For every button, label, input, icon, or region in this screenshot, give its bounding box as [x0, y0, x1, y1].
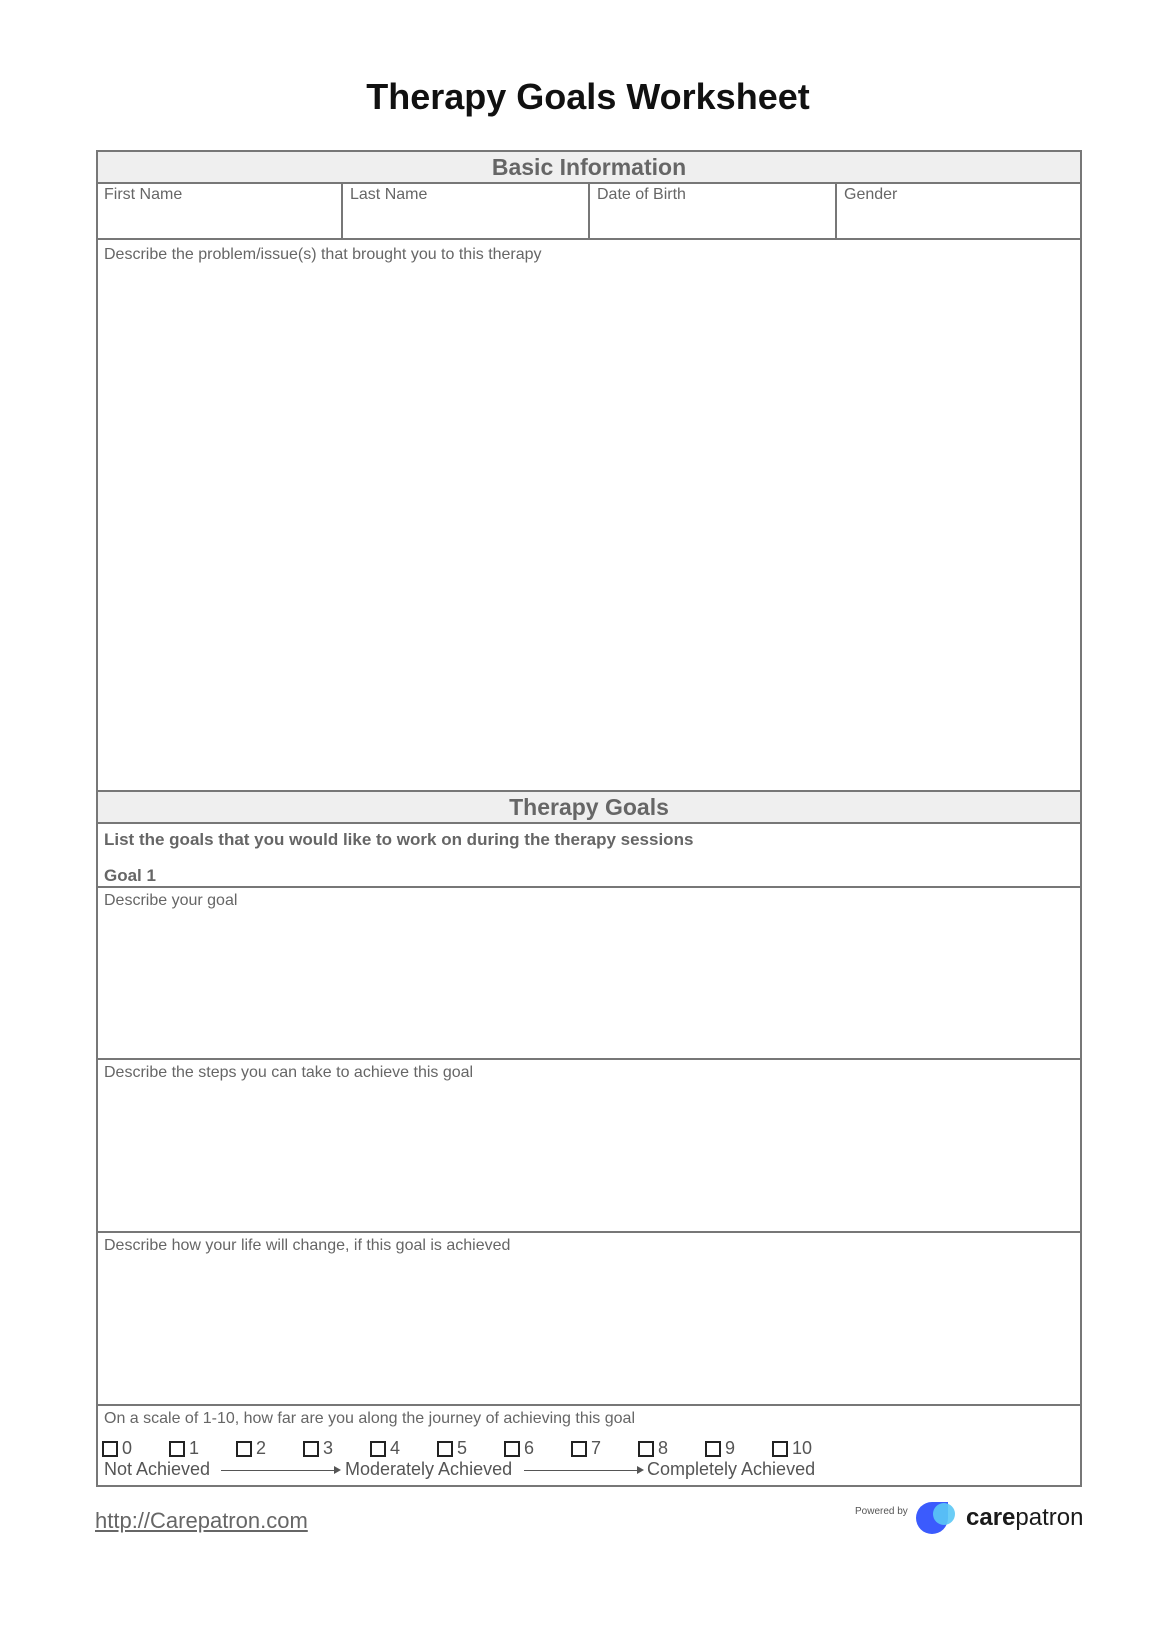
date-of-birth-field[interactable]: Date of Birth [597, 186, 686, 203]
legend-moderately-achieved: Moderately Achieved [345, 1459, 513, 1479]
scale-option-7[interactable]: 7 [571, 1438, 601, 1459]
divider [98, 238, 1080, 240]
carepatron-link[interactable]: http://Carepatron.com [95, 1508, 308, 1533]
scale-option-5[interactable]: 5 [437, 1438, 467, 1459]
checkbox[interactable] [236, 1441, 252, 1457]
scale-option-1[interactable]: 1 [169, 1438, 199, 1459]
divider [98, 886, 1080, 888]
describe-change-field[interactable]: Describe how your life will change, if this goal is achieved [104, 1237, 511, 1254]
scale-option-3[interactable]: 3 [303, 1438, 333, 1459]
scale-option-0[interactable]: 0 [102, 1438, 132, 1459]
scale-option-2[interactable]: 2 [236, 1438, 266, 1459]
divider [98, 1404, 1080, 1406]
scale-option-6[interactable]: 6 [504, 1438, 534, 1459]
describe-steps-field[interactable]: Describe the steps you can take to achieve this goal [104, 1064, 474, 1081]
scale-option-9[interactable]: 9 [705, 1438, 735, 1459]
checkbox[interactable] [102, 1441, 118, 1457]
checkbox[interactable] [437, 1441, 453, 1457]
therapy-goals-header: Therapy Goals [98, 792, 1080, 824]
gender-field[interactable]: Gender [844, 186, 898, 203]
scale-option-4[interactable]: 4 [370, 1438, 400, 1459]
checkbox[interactable] [772, 1441, 788, 1457]
powered-by-label: Powered by [855, 1506, 908, 1517]
legend-not-achieved: Not Achieved [104, 1459, 211, 1479]
describe-goal-field[interactable]: Describe your goal [104, 892, 238, 909]
checkbox[interactable] [638, 1441, 654, 1457]
carepatron-logo-icon [916, 1502, 964, 1534]
scale-option-10[interactable]: 10 [772, 1438, 812, 1459]
basic-info-header: Basic Information [98, 152, 1080, 184]
checkbox[interactable] [303, 1441, 319, 1457]
goal-title: Goal 1 [104, 866, 156, 885]
last-name-field[interactable]: Last Name [350, 186, 428, 203]
page-title: Therapy Goals Worksheet [366, 76, 810, 117]
legend-completely-achieved: Completely Achieved [647, 1459, 816, 1479]
divider [98, 1058, 1080, 1060]
goals-instruction: List the goals that you would like to work on during the therapy sessions [104, 830, 694, 849]
divider [341, 182, 343, 238]
checkbox[interactable] [504, 1441, 520, 1457]
checkbox[interactable] [705, 1441, 721, 1457]
problem-description-field[interactable]: Describe the problem/issue(s) that brought you to this therapy [104, 246, 542, 263]
checkbox[interactable] [370, 1441, 386, 1457]
carepatron-logo-text: carepatron [966, 1504, 1084, 1531]
checkbox[interactable] [169, 1441, 185, 1457]
divider [835, 182, 837, 238]
divider [98, 1231, 1080, 1233]
arrow-icon [524, 1470, 642, 1471]
divider [588, 182, 590, 238]
scale-option-8[interactable]: 8 [638, 1438, 668, 1459]
worksheet-form [96, 150, 1082, 1487]
checkbox[interactable] [571, 1441, 587, 1457]
arrow-icon [221, 1470, 339, 1471]
first-name-field[interactable]: First Name [104, 186, 183, 203]
scale-question: On a scale of 1-10, how far are you along the journey of achieving this goal [104, 1410, 635, 1427]
